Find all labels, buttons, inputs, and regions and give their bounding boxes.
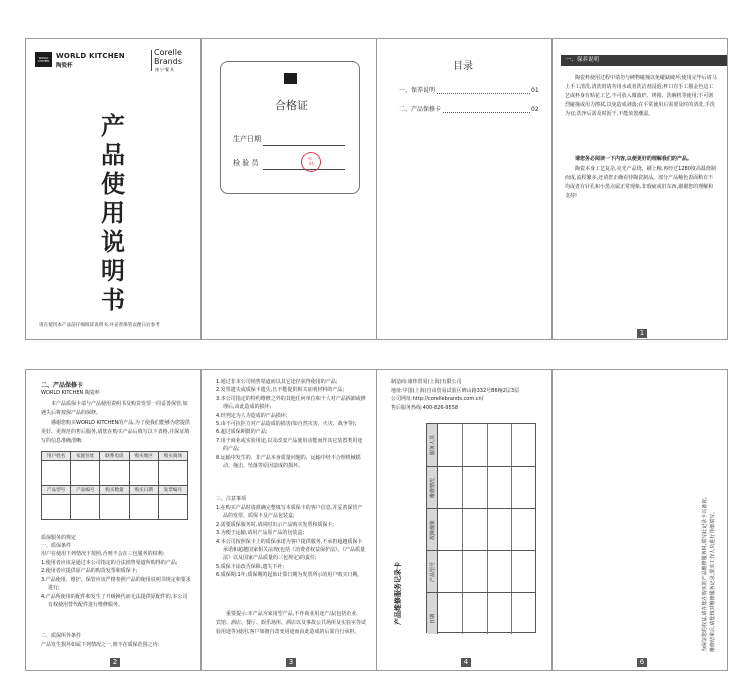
exclusions-page [201,369,377,671]
exclusion-item: 3.本公司指定的特约维修之外的其他任何单位和个人对产品拆卸或修理后,由此造成的损坏; [216,395,366,411]
inspection-stamp: 检 01 [299,150,323,174]
table-blank-cell [42,495,71,520]
manufacturer-info [391,378,519,412]
table-blank-cell [100,495,129,520]
cover-page [25,38,201,340]
section-banner [561,55,728,66]
service-record-header [427,509,438,550]
service-record-header-label: 维修情况 [430,477,436,498]
service-record-cell-line [462,551,463,592]
service-record-cell-line [487,509,488,550]
title-char: 用 [101,199,125,227]
instruction-text-1: 为保证您的权益,请在您在购买的产品维修服务时,填写此记录卡以备查。 [702,493,708,652]
service-record-cell-line [462,424,463,466]
table-header-cell: 用户姓名 [42,452,71,461]
record-instructions-page [552,369,728,671]
notice-text: 陶瓷本身工艺复杂,亮光产品烧、刷上釉,再经过1280度高温烧制而成,流程繁多,还请您正确看待陶瓷制品。部分产品釉色表面稍有不均或者有针孔和小黑点属正常现象,非瑕疵或旧东西,谢谢您的理解和支持! [565,166,716,199]
rule-item: 4.产品所使用的配件和发生了升级换代而无法提供原配件的,本公司有权使用替代配件进行维修服务。 [41,593,188,609]
note-item: 6.质保期:1年;质保期的起始计算日期为发票所示的用户购买日期。 [216,572,363,579]
table-blank-cell [42,461,71,486]
title-char: 明 [101,257,125,285]
exclusion-item: 6.超过质保期限的产品; [216,429,268,436]
page-number: 3 [286,658,296,667]
logo-divider [151,50,152,71]
title-char: 产 [101,112,125,140]
cover-footer: 请在使用本产品前仔细阅读说明书,并妥善保管以便日后参考 [39,323,160,328]
table-header-cell: 购买数量 [100,486,129,495]
service-record-row [427,550,535,592]
service-record-cell-line [462,593,463,634]
service-card-title: 产品维修服务记录卡 [394,562,402,625]
table-blank-row [42,495,188,520]
table-header-cell: 产品编号 [71,486,100,495]
warranty-intro: 本产品质保卡请与产品使用说明书及购货发票一同妥善保管,如遇失后将按保产品的保修。 [41,401,188,416]
service-record-header-label: 产品型号 [430,561,436,582]
table-blank-cell [71,461,100,486]
manufacturer-line: 制造商:康炜贸易(上海)有限公司 [391,379,462,385]
toc-title: 目录 [453,61,473,72]
rules-section-1: 一、质保条件 [41,543,72,549]
table-blank-cell [129,461,158,486]
table-header-cell: 家庭住址 [71,452,100,461]
manufacturer-line: 公司网址:http://corellebrands.com.cn/ [391,396,484,402]
service-record-cell-line [487,593,488,634]
table-header-row [42,486,188,495]
rules-section-2: 二、质保所外条件 [41,633,82,639]
important-note: 重要提示:本产品为家用型产品,不作商业用途产品(包括企业、宾馆、酒店、餐厅、娱乐场所、酒店以及事故公共场所及实验室等试验用途等)使用,客户如擅自改变用途而由此造成的后果自行承担。 [216,611,367,635]
brand-name-cn: 陶瓷杯 [56,63,73,69]
cert-title: 合格证 [275,99,308,112]
corelle-logo-line2: Brands [154,57,182,66]
service-record-cell-line [487,424,488,466]
section-title: 一、保养说明 [566,57,600,63]
manual-title [96,112,130,315]
production-date-line [263,145,345,146]
toc-page [376,38,552,340]
rules-section-1-intro: 用户在使用下列情况下按照,否则不会在三包服务的权利: [41,551,165,557]
table-blank-row [42,461,188,486]
exclusion-item: 2.发票遗失或质保卡遗失,且不能提供相关证明材料的产品; [216,387,345,394]
service-record-header-label: 服务人员 [430,434,436,455]
table-header-cell: 购买地区 [129,452,158,461]
service-record-header-label: 故障现象 [430,519,436,540]
inspector-label: 检 验 员 [233,159,259,167]
service-record-row [427,424,535,466]
page-number: 4 [461,658,471,667]
page-number: 1 [637,329,647,338]
rules-list [41,559,191,609]
care-page [552,38,728,340]
service-record-header [427,424,438,466]
certificate-page [201,38,377,340]
corelle-logo-line1: Corelle [154,48,182,57]
table-blank-cell [129,495,158,520]
service-record-row [427,592,535,634]
service-record-page [376,369,552,671]
title-char: 书 [101,286,125,314]
toc-item-page: 01 [531,87,539,94]
toc-item-label: 二、产品保修卡 [399,106,442,113]
rules-section-2-text: 产品发生损坏如属下列情况之一,则不在质保范围之内: [41,642,160,648]
service-record-cell-line [511,424,512,466]
exclusion-item: 1.通过非本公司销售渠道而以其它途径获得使用的产品; [216,379,338,385]
corelle-logo-cn: 康宁餐具 [155,67,175,72]
table-header-cell: 联系电话 [100,452,129,461]
note-item: 3.为便于运输,请用产品原产品的包装盒; [216,530,305,537]
notes-title: 三、注意事项 [216,496,247,502]
title-char: 使 [101,170,125,198]
service-record-header [427,593,438,634]
service-record-header [427,467,438,508]
title-char: 说 [101,228,125,256]
service-record-cell-line [511,467,512,508]
warranty-intro-2: 感谢您购买WORLD KITCHEN的产品,为了使我们能够为您提供更好、更规范的售后服务,请您在购买产品后填写以下表格,并保证填写的信息准确清晰: [41,420,190,444]
service-record-header [427,551,438,592]
service-record-row [427,466,535,508]
table-header-cell: 购买日期 [129,486,158,495]
service-record-cell-line [487,467,488,508]
table-blank-cell [100,461,129,486]
service-record-row [427,508,535,550]
exclusion-item: 5.由不可抗拒力对产品造成的损害(如自然灾害、火灾、战争等); [216,421,357,428]
notes-list [216,504,366,580]
exclusion-item: 8.运输中发生的、非产品本身质量问题的、运输中经不合理机械摇动、撞击、坠落等原因造成的损坏。 [216,454,361,470]
manufacturer-line: 售后服务热线:400-826-9558 [391,404,459,411]
rule-item: 1.使用者应该是通过本公司指定的合法销售渠道所购得的产品; [41,560,178,566]
care-text: 陶瓷杯使用过程中请勿与硬物碰撞以免碰缺破坏;使用完毕后请马上手工清洗,清洗时请勿用水或者洗洁剂浸泡;杯口有手工描金色边工艺或杯身有贴花工艺,不可放入微波炉、烤箱、洗碗机等使用;不可剧烈碰撞或用力擦拭,以免造成剥落;在平常使用后需要及时的清洗,手洗为宜;洗净后需及时沥干,不能放置潮湿。 [565,75,717,117]
service-record-header-label: 日期 [430,613,436,624]
note-item: 5.质保卡涂改否保障,遗失不补; [216,563,285,570]
warranty-subtitle: WORLD KITCHEN 陶瓷杯 [41,390,100,396]
service-record-cell-line [511,509,512,550]
service-record-cell-line [462,467,463,508]
exclusion-item: 4.经判定为人为造成的产品损坏; [216,412,288,419]
brand-name: WORLD KITCHEN [56,52,125,60]
manufacturer-line: 地址:中国(上海)自由贸易试验区碑山路332号B6幢2层3层 [391,387,520,394]
certificate-card [220,61,360,194]
table-header-cell: 产品型号 [42,486,71,495]
service-record-table [426,423,536,633]
exclusion-list [216,378,366,470]
table-blank-cell [158,495,187,520]
exclusion-item: 7.用于商业或实验用途,以及改变产品使用动能而作其它装置类用途的产品; [216,437,363,453]
table-blank-cell [71,495,100,520]
service-record-cell-line [511,593,512,634]
cert-logo [284,73,297,84]
table-header-cell: 发票编号 [158,486,187,495]
table-header-row [42,452,188,461]
toc-leader [437,93,530,94]
rule-item: 2.使用者应提供原产品的购货发票和质保卡; [41,568,138,575]
rules-title: 质保服务的规定 [41,535,77,541]
note-item: 4.本公司按照保卡上的质保承诺为客户提供服务,不承担超越质保卡承诺和超越国家相关法规(包括《消费者权益保护法》、《产品质量法》以及国家产品质量的三包规定)的责任; [216,538,365,562]
page-number: 2 [110,658,120,667]
toc-item-page: 02 [531,106,539,113]
warranty-page [25,369,201,671]
toc-leader [443,112,530,113]
warranty-title: 二、产品保修卡 [41,382,84,389]
notice-heading: 请您务必阅读一下内容,以便更好的理解我们的产品。 [575,156,692,162]
service-record-cell-line [511,551,512,592]
note-item: 1.在购买产品时请准确完整填写本质保卡的客户信息,并妥善保管产品的发票、质保卡及产品包装盒; [216,505,363,520]
service-record-cell-line [462,509,463,550]
world-kitchen-logo: WORLD KITCHEN [35,52,52,67]
rule-item: 3.产品使用、维护、保管应该严格参照产品的使用说明书规定和要求进行; [41,576,191,592]
instruction-text-2: 维修结束后,请您核对维修服务记录,要求工作人员进行详细填写。 [710,508,716,652]
toc-item-label: 一、保养说明 [399,87,436,94]
customer-info-table [41,451,188,520]
table-blank-cell [158,461,187,486]
title-char: 品 [101,141,125,169]
service-record-cell-line [487,551,488,592]
table-header-cell: 购买商场 [158,452,187,461]
page-number: 6 [637,658,647,667]
note-item: 2.需要质保服务时,请同时出示产品购买发票和质保卡; [216,521,335,528]
production-date-label: 生产日期 [233,135,261,143]
